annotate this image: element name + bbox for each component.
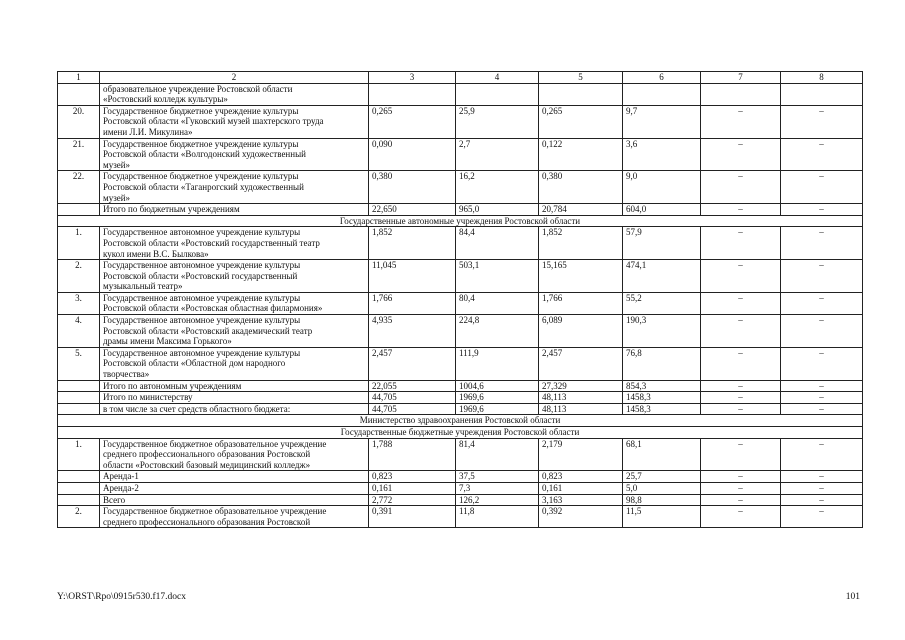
table-row: [58, 292, 863, 314]
row-description: [100, 392, 369, 404]
dash-cell: [781, 83, 863, 105]
value-cell: 503,1: [456, 260, 539, 293]
value-cell: 1004,6: [456, 380, 539, 392]
value-cell: 48,113: [539, 403, 623, 415]
value-cell: 81,4: [456, 438, 539, 471]
dash-cell: –: [781, 403, 863, 415]
value-cell: [539, 83, 623, 105]
row-number: [58, 83, 100, 105]
row-number: [58, 380, 100, 392]
description-line: Государственное автономное учреждение культуры: [103, 292, 301, 303]
description-line: Государственное автономное учреждение культуры: [103, 347, 301, 358]
table-row: [58, 83, 863, 105]
value-cell: 4,935: [369, 315, 456, 348]
row-description: [100, 438, 369, 471]
row-number: 2.: [58, 260, 100, 293]
row-description: [100, 403, 369, 415]
table-row: [58, 471, 863, 483]
dash-cell: –: [781, 347, 863, 380]
section-row: [58, 415, 863, 427]
row-number: 2.: [58, 506, 100, 528]
value-cell: 1458,3: [623, 392, 701, 404]
row-description: [100, 347, 369, 380]
row-description: [100, 83, 369, 105]
value-cell: [623, 83, 701, 105]
description-line: Аренда-2: [103, 482, 139, 493]
value-cell: 37,5: [456, 471, 539, 483]
column-header: 5: [539, 72, 623, 84]
column-header: 7: [701, 72, 781, 84]
row-number: 20.: [58, 105, 100, 138]
value-cell: 2,457: [369, 347, 456, 380]
description-line: среднего профессионального образования Ростовской: [103, 449, 311, 460]
description-line: Ростовской области «Ростовский академический театр: [103, 325, 313, 336]
row-description: [100, 138, 369, 171]
value-cell: 474,1: [623, 260, 701, 293]
value-cell: 854,3: [623, 380, 701, 392]
dash-cell: –: [701, 506, 781, 528]
dash-cell: –: [701, 380, 781, 392]
dash-cell: –: [781, 494, 863, 506]
value-cell: 1969,6: [456, 392, 539, 404]
dash-cell: –: [701, 171, 781, 204]
row-number: 5.: [58, 347, 100, 380]
row-description: [100, 482, 369, 494]
description-line: Аренда-1: [103, 471, 139, 482]
dash-cell: –: [701, 138, 781, 171]
dash-cell: –: [701, 227, 781, 260]
value-cell: 25,7: [623, 471, 701, 483]
table-row: [58, 138, 863, 171]
value-cell: 1,852: [539, 227, 623, 260]
row-description: [100, 260, 369, 293]
value-cell: 0,380: [539, 171, 623, 204]
value-cell: 44,705: [369, 392, 456, 404]
value-cell: 22,650: [369, 204, 456, 216]
description-line: «Ростовский колледж культуры»: [103, 94, 228, 105]
value-cell: 190,3: [623, 315, 701, 348]
value-cell: 0,265: [539, 105, 623, 138]
description-line: Государственное бюджетное учреждение культуры: [103, 105, 299, 116]
value-cell: 0,161: [369, 482, 456, 494]
description-line: Государственное бюджетное образовательное учреждение: [103, 438, 327, 449]
value-cell: 1458,3: [623, 403, 701, 415]
description-line: Ростовской области «Гуковский музей шахтерского труда: [103, 116, 324, 127]
description-line: Государственное автономное учреждение культуры: [103, 227, 301, 238]
description-line: Государственное автономное учреждение культуры: [103, 260, 301, 271]
value-cell: 1969,6: [456, 403, 539, 415]
dash-cell: –: [701, 347, 781, 380]
table-row: [58, 392, 863, 404]
value-cell: 80,4: [456, 292, 539, 314]
value-cell: 68,1: [623, 438, 701, 471]
row-number: [58, 403, 100, 415]
section-row: [58, 215, 863, 227]
row-number: [58, 482, 100, 494]
value-cell: 1,766: [539, 292, 623, 314]
value-cell: 11,045: [369, 260, 456, 293]
dash-cell: –: [781, 204, 863, 216]
value-cell: 5,0: [623, 482, 701, 494]
data-table: [57, 71, 863, 528]
value-cell: 44,705: [369, 403, 456, 415]
section-title: Министерство здравоохранения Ростовской области: [58, 415, 863, 427]
value-cell: 0,090: [369, 138, 456, 171]
description-line: Ростовской области «Ростовский государственный: [103, 270, 298, 281]
row-number: 22.: [58, 171, 100, 204]
description-line: Ростовской области «Волгодонский художественный: [103, 149, 306, 160]
row-description: [100, 204, 369, 216]
description-line: области «Ростовский базовый медицинский колледж»: [103, 459, 311, 470]
dash-cell: –: [781, 471, 863, 483]
column-header: 8: [781, 72, 863, 84]
table-row: [58, 403, 863, 415]
table-row: [58, 260, 863, 293]
value-cell: 111,9: [456, 347, 539, 380]
column-header: 1: [58, 72, 100, 84]
value-cell: 0,161: [539, 482, 623, 494]
description-line: Итого по министерству: [103, 392, 193, 403]
row-description: [100, 471, 369, 483]
header-row: [58, 72, 863, 84]
description-line: музей»: [103, 192, 131, 203]
table-row: [58, 438, 863, 471]
dash-cell: –: [781, 438, 863, 471]
description-line: драмы имени Максима Горького»: [103, 336, 232, 347]
description-line: Итого по бюджетным учреждениям: [103, 204, 240, 215]
dash-cell: –: [701, 494, 781, 506]
row-description: [100, 292, 369, 314]
value-cell: 6,089: [539, 315, 623, 348]
value-cell: 11,8: [456, 506, 539, 528]
description-line: в том числе за счет средств областного бюджета:: [103, 403, 291, 414]
value-cell: 2,772: [369, 494, 456, 506]
dash-cell: –: [781, 392, 863, 404]
dash-cell: –: [701, 392, 781, 404]
description-line: Ростовской области «Ростовская областная филармония»: [103, 303, 323, 314]
table-row: [58, 171, 863, 204]
dash-cell: –: [701, 260, 781, 293]
value-cell: 55,2: [623, 292, 701, 314]
value-cell: 224,8: [456, 315, 539, 348]
description-line: Ростовской области «Ростовский государственный театр: [103, 237, 320, 248]
value-cell: 25,9: [456, 105, 539, 138]
value-cell: 15,165: [539, 260, 623, 293]
dash-cell: –: [781, 482, 863, 494]
value-cell: 0,391: [369, 506, 456, 528]
table-row: [58, 204, 863, 216]
value-cell: 0,823: [539, 471, 623, 483]
value-cell: 9,7: [623, 105, 701, 138]
dash-cell: –: [701, 315, 781, 348]
row-number: [58, 471, 100, 483]
dash-cell: –: [781, 171, 863, 204]
dash-cell: –: [781, 506, 863, 528]
value-cell: [456, 83, 539, 105]
value-cell: 1,766: [369, 292, 456, 314]
row-description: [100, 227, 369, 260]
row-number: [58, 494, 100, 506]
value-cell: 0,823: [369, 471, 456, 483]
table-row: [58, 105, 863, 138]
table-row: [58, 506, 863, 528]
column-header: 4: [456, 72, 539, 84]
description-line: Ростовской области «Областной дом народного: [103, 358, 286, 369]
description-line: Государственное автономное учреждение культуры: [103, 315, 301, 326]
value-cell: 27,329: [539, 380, 623, 392]
description-line: кукол имени В.С. Былкова»: [103, 248, 209, 259]
dash-cell: –: [701, 292, 781, 314]
description-line: образовательное учреждение Ростовской области: [103, 83, 293, 94]
description-line: Государственное бюджетное учреждение культуры: [103, 138, 299, 149]
row-description: [100, 171, 369, 204]
dash-cell: –: [781, 260, 863, 293]
value-cell: 76,8: [623, 347, 701, 380]
description-line: музей»: [103, 159, 131, 170]
value-cell: 16,2: [456, 171, 539, 204]
value-cell: 0,265: [369, 105, 456, 138]
dash-cell: –: [701, 403, 781, 415]
value-cell: 0,380: [369, 171, 456, 204]
value-cell: 7,3: [456, 482, 539, 494]
value-cell: 9,0: [623, 171, 701, 204]
dash-cell: –: [781, 380, 863, 392]
column-header: 2: [100, 72, 369, 84]
dash-cell: –: [701, 105, 781, 138]
value-cell: 1,788: [369, 438, 456, 471]
value-cell: 2,7: [456, 138, 539, 171]
value-cell: 126,2: [456, 494, 539, 506]
value-cell: 11,5: [623, 506, 701, 528]
dash-cell: –: [781, 292, 863, 314]
value-cell: 22,055: [369, 380, 456, 392]
dash-cell: –: [701, 471, 781, 483]
dash-cell: [701, 83, 781, 105]
value-cell: 0,122: [539, 138, 623, 171]
table-row: [58, 482, 863, 494]
table-row: [58, 315, 863, 348]
dash-cell: –: [701, 204, 781, 216]
value-cell: 0,392: [539, 506, 623, 528]
row-description: [100, 494, 369, 506]
value-cell: 3,163: [539, 494, 623, 506]
row-number: [58, 392, 100, 404]
row-number: [58, 204, 100, 216]
description-line: имени Л.И. Микулина»: [103, 126, 193, 137]
description-line: Итого по автономным учреждениям: [103, 380, 242, 391]
dash-cell: –: [701, 482, 781, 494]
value-cell: 48,113: [539, 392, 623, 404]
table-row: [58, 347, 863, 380]
value-cell: 3,6: [623, 138, 701, 171]
section-title: Государственные автономные учреждения Ростовской области: [58, 215, 863, 227]
description-line: Государственное бюджетное образовательное учреждение: [103, 506, 327, 517]
row-description: [100, 315, 369, 348]
section-title: Государственные бюджетные учреждения Ростовской области: [58, 427, 863, 439]
description-line: Государственное бюджетное учреждение культуры: [103, 171, 299, 182]
description-line: творчества»: [103, 369, 150, 380]
row-description: [100, 105, 369, 138]
column-header: 3: [369, 72, 456, 84]
value-cell: 84,4: [456, 227, 539, 260]
value-cell: 20,784: [539, 204, 623, 216]
dash-cell: –: [781, 138, 863, 171]
page-number: 101: [845, 592, 860, 602]
value-cell: 1,852: [369, 227, 456, 260]
value-cell: 2,457: [539, 347, 623, 380]
dash-cell: –: [781, 227, 863, 260]
dash-cell: –: [781, 315, 863, 348]
description-line: музыкальный театр»: [103, 281, 183, 292]
value-cell: 965,0: [456, 204, 539, 216]
section-row: [58, 427, 863, 439]
row-number: 4.: [58, 315, 100, 348]
description-line: среднего профессионального образования Ростовской: [103, 516, 311, 527]
table-row: [58, 227, 863, 260]
value-cell: 604,0: [623, 204, 701, 216]
table-row: [58, 494, 863, 506]
value-cell: 57,9: [623, 227, 701, 260]
row-number: 1.: [58, 227, 100, 260]
dash-cell: –: [701, 438, 781, 471]
description-line: Всего: [103, 494, 126, 505]
row-description: [100, 506, 369, 528]
footer-file-path: Y:\ORST\Rpo\0915r530.f17.docx: [57, 592, 186, 602]
row-description: [100, 380, 369, 392]
column-header: 6: [623, 72, 701, 84]
value-cell: 98,8: [623, 494, 701, 506]
description-line: Ростовской области «Таганрогский художественный: [103, 181, 304, 192]
dash-cell: –: [781, 105, 863, 138]
row-number: 21.: [58, 138, 100, 171]
value-cell: [369, 83, 456, 105]
table-row: [58, 380, 863, 392]
row-number: 3.: [58, 292, 100, 314]
row-number: 1.: [58, 438, 100, 471]
value-cell: 2,179: [539, 438, 623, 471]
